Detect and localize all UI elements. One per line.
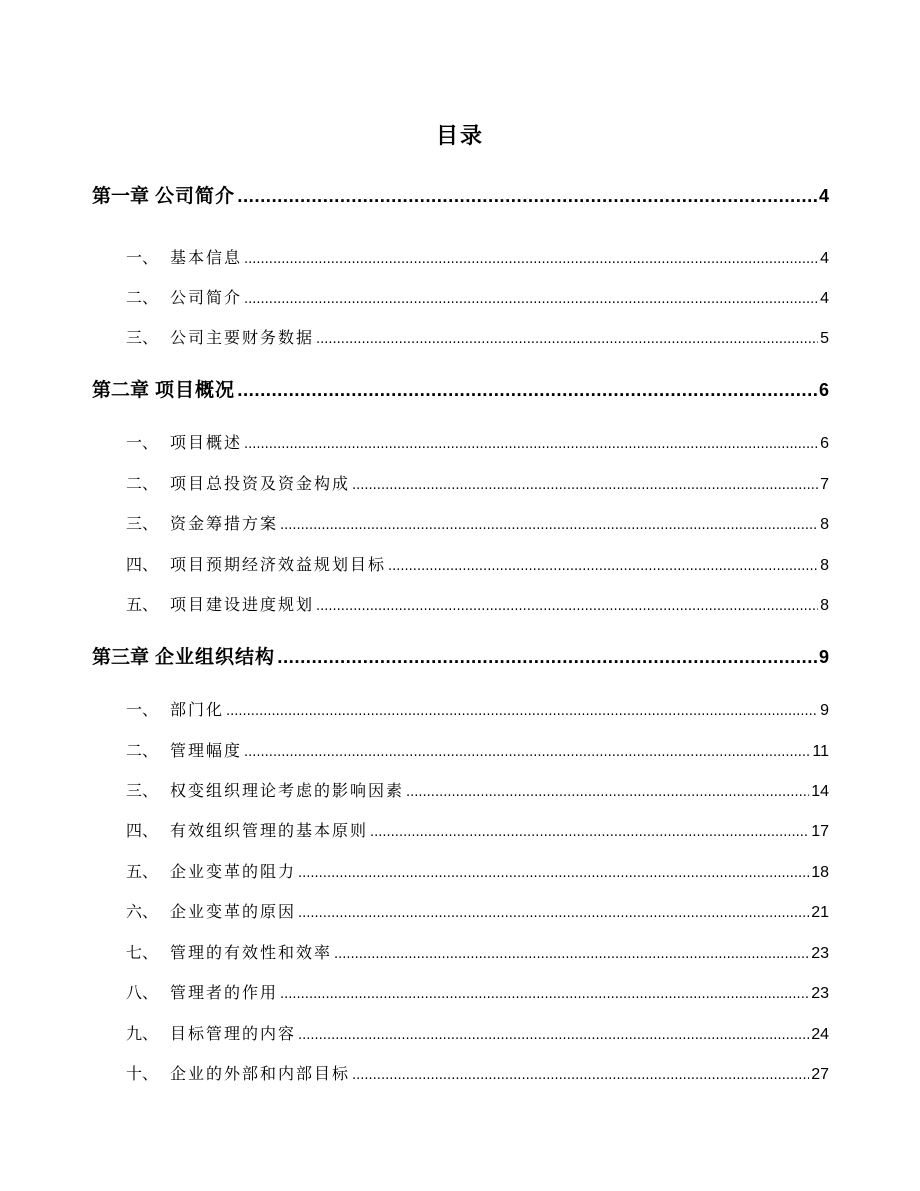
toc-section-3-3[interactable]	[126, 777, 829, 805]
section-number: 二、	[126, 741, 159, 760]
section-title: 公司简介	[170, 288, 243, 307]
dot-leader	[244, 739, 810, 767]
section-number: 二、	[126, 474, 159, 493]
page-number: 6	[820, 435, 829, 452]
toc-chapter-1[interactable]	[92, 182, 829, 210]
toc-section-2-4[interactable]	[126, 551, 829, 579]
dot-leader	[388, 553, 818, 581]
toc-section-2-3[interactable]	[126, 510, 829, 538]
dot-leader	[244, 246, 818, 274]
section-number: 三、	[126, 328, 159, 347]
section-number: 五、	[126, 595, 159, 614]
section-number: 三、	[126, 781, 159, 800]
toc-section-3-1[interactable]	[126, 696, 829, 724]
dot-leader	[298, 1022, 809, 1050]
page-number: 8	[820, 516, 829, 533]
page-number: 9	[818, 647, 829, 667]
section-number: 八、	[126, 983, 159, 1002]
chapter-title: 企业组织结构	[155, 646, 276, 668]
toc-section-3-6[interactable]	[126, 898, 829, 926]
dot-leader	[352, 1062, 809, 1090]
toc-section-2-5[interactable]	[126, 591, 829, 619]
dot-leader	[237, 377, 817, 405]
page-number: 23	[811, 985, 829, 1002]
chapter-title: 项目概况	[155, 379, 236, 401]
section-title: 基本信息	[170, 248, 243, 267]
dot-leader	[226, 698, 818, 726]
section-title: 管理者的作用	[170, 983, 279, 1002]
dot-leader	[237, 183, 817, 211]
section-title: 项目总投资及资金构成	[170, 474, 351, 493]
section-title: 管理幅度	[170, 741, 243, 760]
dot-leader	[280, 981, 809, 1009]
toc-section-3-10[interactable]	[126, 1060, 829, 1088]
toc-section-3-9[interactable]	[126, 1020, 829, 1048]
section-number: 六、	[126, 902, 159, 921]
toc-section-3-8[interactable]	[126, 979, 829, 1007]
toc-section-1-1[interactable]	[126, 244, 829, 272]
section-title: 有效组织管理的基本原则	[170, 821, 369, 840]
toc-section-2-2[interactable]	[126, 470, 829, 498]
section-title: 企业的外部和内部目标	[170, 1064, 351, 1083]
section-title: 项目建设进度规划	[170, 595, 315, 614]
chapter-number: 第二章	[92, 379, 150, 401]
section-title: 资金筹措方案	[170, 514, 279, 533]
section-number: 一、	[126, 433, 159, 452]
dot-leader	[244, 286, 818, 314]
toc-section-3-2[interactable]	[126, 737, 829, 765]
page-number: 14	[811, 783, 829, 800]
section-number: 九、	[126, 1024, 159, 1043]
section-number: 二、	[126, 288, 159, 307]
page-number: 4	[820, 250, 829, 267]
page-number: 5	[820, 330, 829, 347]
dot-leader	[280, 512, 818, 540]
page-number: 23	[811, 945, 829, 962]
toc-section-1-3[interactable]	[126, 324, 829, 352]
page-number: 21	[811, 904, 829, 921]
dot-leader	[406, 779, 809, 807]
section-number: 五、	[126, 862, 159, 881]
section-title: 企业变革的原因	[170, 902, 297, 921]
page-number: 6	[818, 380, 829, 400]
chapter-title: 公司简介	[155, 185, 236, 207]
section-number: 三、	[126, 514, 159, 533]
section-title: 权变组织理论考虑的影响因素	[170, 781, 405, 800]
toc-section-2-1[interactable]	[126, 429, 829, 457]
page-number: 4	[820, 290, 829, 307]
toc-chapter-2[interactable]	[92, 376, 829, 404]
page-number: 7	[820, 476, 829, 493]
page-number: 8	[820, 557, 829, 574]
page-number: 4	[818, 186, 829, 206]
page-number: 11	[812, 743, 829, 760]
dot-leader	[316, 326, 818, 354]
page-number: 9	[820, 702, 829, 719]
page-number: 17	[811, 823, 829, 840]
section-title: 项目概述	[170, 433, 243, 452]
section-title: 目标管理的内容	[170, 1024, 297, 1043]
dot-leader	[334, 941, 809, 969]
section-number: 四、	[126, 555, 159, 574]
dot-leader	[277, 644, 817, 672]
dot-leader	[244, 431, 818, 459]
section-title: 项目预期经济效益规划目标	[170, 555, 387, 574]
section-title: 公司主要财务数据	[170, 328, 315, 347]
section-number: 一、	[126, 700, 159, 719]
dot-leader	[316, 593, 818, 621]
page-number: 8	[820, 597, 829, 614]
toc-section-3-5[interactable]	[126, 858, 829, 886]
dot-leader	[370, 819, 809, 847]
dot-leader	[298, 900, 809, 928]
section-title: 管理的有效性和效率	[170, 943, 333, 962]
toc-chapter-3[interactable]	[92, 643, 829, 671]
dot-leader	[352, 472, 818, 500]
toc-title: 目录	[435, 124, 484, 149]
page-number: 24	[811, 1026, 829, 1043]
section-number: 一、	[126, 248, 159, 267]
toc-section-3-7[interactable]	[126, 939, 829, 967]
section-title: 企业变革的阻力	[170, 862, 297, 881]
page-number: 27	[811, 1066, 829, 1083]
chapter-number: 第一章	[92, 185, 150, 207]
section-number: 七、	[126, 943, 159, 962]
section-number: 四、	[126, 821, 159, 840]
dot-leader	[298, 860, 809, 888]
section-title: 部门化	[170, 700, 225, 719]
chapter-number: 第三章	[92, 646, 150, 668]
toc-section-1-2[interactable]	[126, 284, 829, 312]
page-number: 18	[811, 864, 829, 881]
section-number: 十、	[126, 1064, 159, 1083]
toc-section-3-4[interactable]	[126, 817, 829, 845]
